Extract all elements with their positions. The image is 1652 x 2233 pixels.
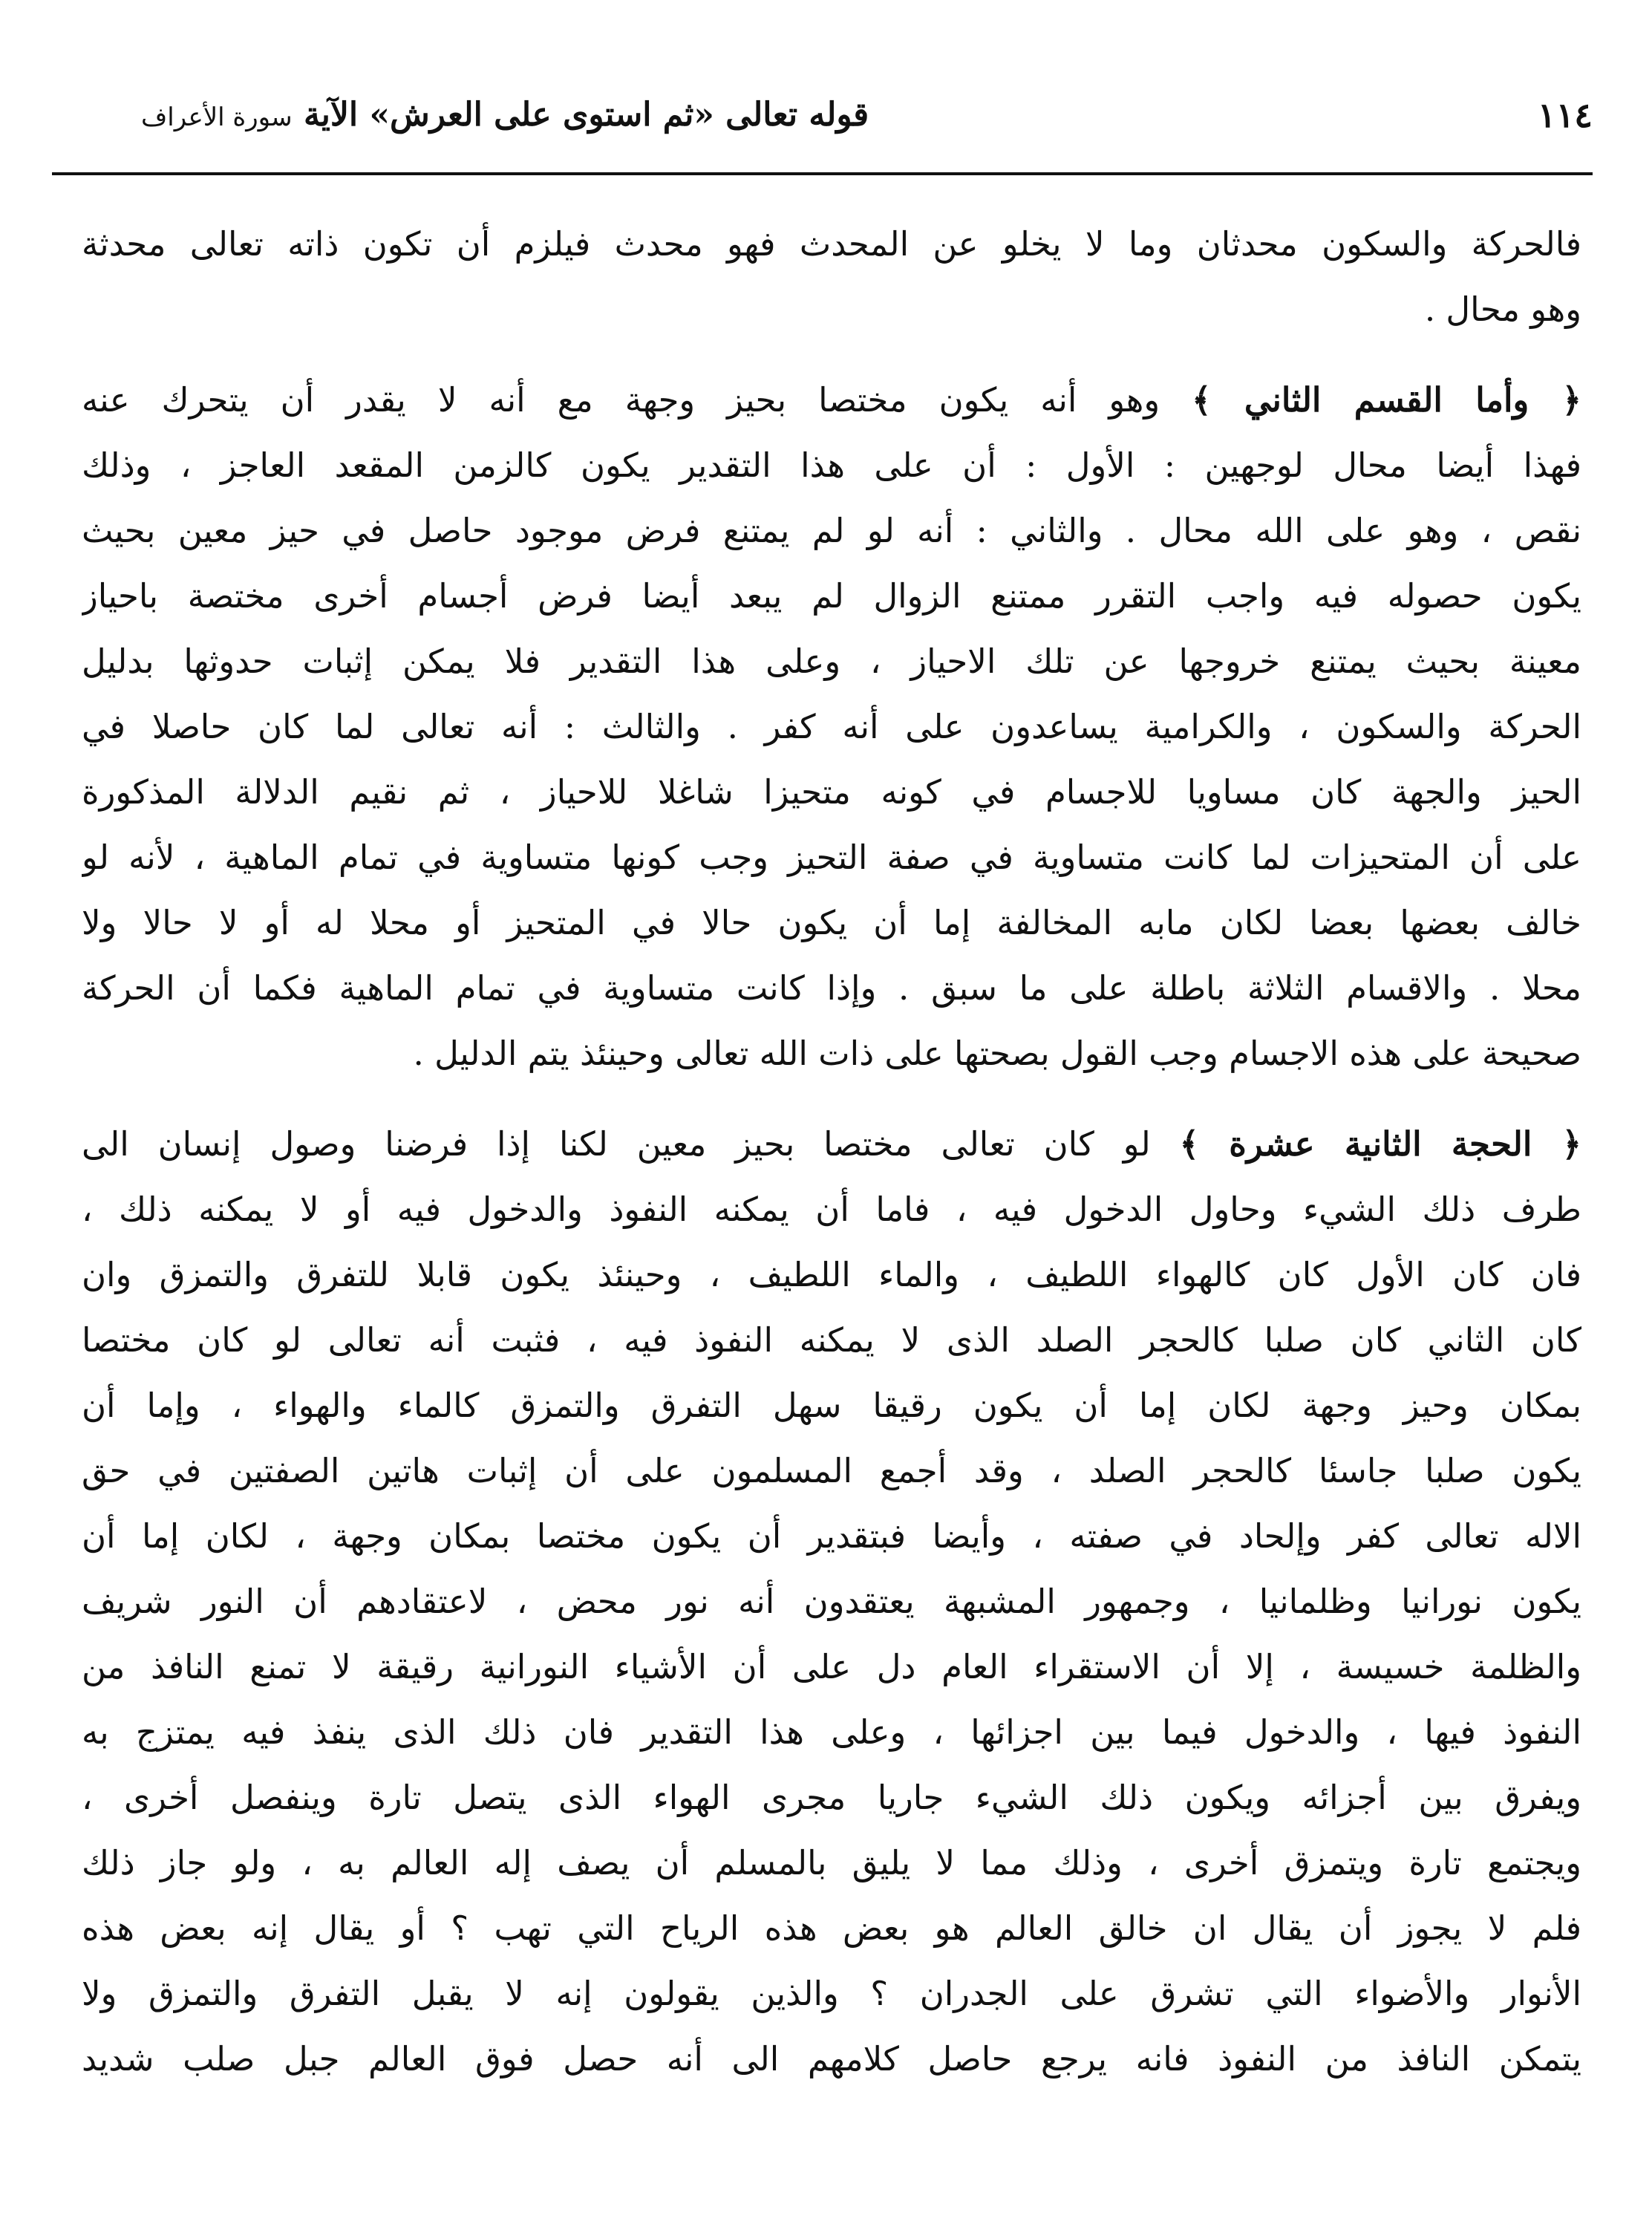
text-line: ويجتمع تارة ويتمزق أخرى ، وذلك مما لا يليق بالمسلم أن يصف إله العالم به ، ولو جاز ذلك — [82, 1843, 1581, 1882]
text-line: محلا . والاقسام الثلاثة باطلة على ما سبق . وإذا كانت متساوية في تمام الماهية فكما أن الحركة — [82, 968, 1581, 1008]
text-line-content: لو كان تعالى مختصا بحيز معين لكنا إذا فرضنا وصول إنسان الى — [82, 1124, 1151, 1164]
text-line: يكون نورانيا وظلمانيا ، وجمهور المشبهة يعتقدون أنه نور محض ، لاعتقادهم أن النور شريف — [82, 1582, 1581, 1621]
text-line: يكون صلبا جاسئا كالحجر الصلد ، وقد أجمع المسلمون على أن إثبات هاتين الصفتين في حق — [82, 1451, 1581, 1490]
text-line: الأنوار والأضواء التي تشرق على الجدران ؟ والذين يقولون إنه لا يقبل التفرق والتمزق ولا — [82, 1974, 1581, 2013]
text-line: فان كان الأول كان كالهواء اللطيف ، والماء اللطيف ، وحينئذ يكون قابلا للتفرق والتمزق وان — [82, 1255, 1581, 1294]
header-rule — [52, 172, 1593, 175]
text-line: على أن المتحيزات لما كانت متساوية في صفة التحيز وجب كونها متساوية في تمام الماهية ، لأنه لو — [82, 838, 1581, 877]
text-line: ويفرق بين أجزائه ويكون ذلك الشيء جاريا مجرى الهواء الذى يتصل تارة وينفصل أخرى ، — [82, 1778, 1581, 1817]
text-line: وهو محال . — [1424, 290, 1581, 329]
page-number: ١١٤ — [1537, 95, 1593, 135]
section-heading: ﴿ وأما القسم الثاني ﴾ — [1192, 380, 1581, 420]
text-line: معينة بحيث يمتنع خروجها عن تلك الاحياز ، وعلى هذا التقدير فلا يمكن إثبات حدوثها بدليل — [82, 642, 1581, 681]
text-line: يكون حصوله فيه واجب التقرر ممتنع الزوال لم يبعد أيضا فرض أجسام أخرى مختصة باحياز — [82, 576, 1581, 616]
running-title-text: قوله تعالى «ثم استوى على العرش» الآية — [304, 96, 869, 134]
surah-name: سورة الأعراف — [141, 102, 293, 132]
text-line: يتمكن النافذ من النفوذ فانه يرجع حاصل كلامهم الى أنه حصل فوق العالم جبل صلب شديد — [82, 2039, 1581, 2079]
running-title — [141, 82, 869, 151]
text-line: نقص ، وهو على الله محال . والثاني : أنه لو لم يمتنع فرض موجود حاصل في حيز معين بحيث — [82, 511, 1581, 550]
text-line: صحيحة على هذه الاجسام وجب القول بصحتها على ذات الله تعالى وحينئذ يتم الدليل . — [413, 1034, 1581, 1073]
text-line: والظلمة خسيسة ، إلا أن الاستقراء العام دل على أن الأشياء النورانية رقيقة لا تمنع النافذ من — [82, 1647, 1581, 1686]
text-line: فهذا أيضا محال لوجهين : الأول : أن على هذا التقدير يكون كالزمن المقعد العاجز ، وذلك — [82, 446, 1581, 485]
paragraph-gap — [82, 342, 1581, 368]
text-line: الحيز والجهة كان مساويا للاجسام في كونه متحيزا شاغلا للاحياز ، ثم نقيم الدلالة المذكورة — [82, 772, 1581, 812]
section-heading: ﴿ الحجة الثانية عشرة ﴾ — [1179, 1124, 1581, 1164]
text-line — [82, 1112, 1581, 1177]
text-line: فلم لا يجوز أن يقال ان خالق العالم هو بعض هذه الرياح التي تهب ؟ أو يقال إنه بعض هذه — [82, 1908, 1581, 1948]
text-line: كان الثاني كان صلبا كالحجر الصلد الذى لا يمكنه النفوذ فيه ، فثبت أنه تعالى لو كان مختصا — [82, 1320, 1581, 1360]
text-line: النفوذ فيها ، والدخول فيما بين اجزائها ، وعلى هذا التقدير فان ذلك الذى ينفذ فيه يمتزج به — [82, 1712, 1581, 1752]
text-line-content: وهو أنه يكون مختصا بحيز وجهة مع أنه لا يقدر أن يتحرك عنه — [82, 380, 1160, 420]
text-line: الحركة والسكون ، والكرامية يساعدون على أنه كفر . والثالث : أنه تعالى لما كان حاصلا في — [82, 707, 1581, 746]
text-line: الاله تعالى كفر وإلحاد في صفته ، وأيضا فبتقدير أن يكون مختصا بمكان وجهة ، لكان إما أن — [82, 1516, 1581, 1556]
body-text — [82, 212, 1581, 2092]
text-line — [82, 368, 1581, 433]
text-line: خالف بعضها بعضا لكان مابه المخالفة إما أن يكون حالا في المتحيز أو محلا له أو لا حالا ولا — [82, 903, 1581, 942]
text-line: بمكان وحيز وجهة لكان إما أن يكون رقيقا سهل التفرق والتمزق كالماء والهواء ، وإما أن — [82, 1386, 1581, 1425]
text-line: طرف ذلك الشيء وحاول الدخول فيه ، فاما أن يمكنه النفوذ والدخول فيه أو لا يمكنه ذلك ، — [82, 1190, 1581, 1229]
page-header — [52, 82, 1593, 149]
text-line: فالحركة والسكون محدثان وما لا يخلو عن المحدث فهو محدث فيلزم أن تكون ذاته تعالى محدثة — [82, 224, 1581, 264]
paragraph-gap — [82, 1086, 1581, 1112]
